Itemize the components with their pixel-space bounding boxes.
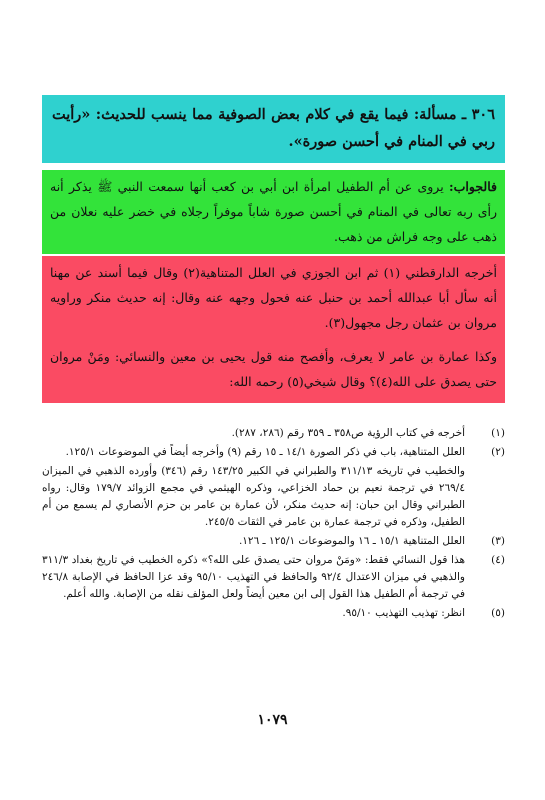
- footnote-text: أخرجه في كتاب الرؤية ص٣٥٨ ـ ٣٥٩ رقم (٢٨٦، ٢٨٧).: [231, 427, 465, 439]
- footnote-text: والخطيب في تاريخه ٣١١/١٣ والطبراني في الكبير ١٤٣/٢٥ رقم (٣٤٦) وأورده الذهبي في الميزان ٢٦٩/٤ في ترجمة نعيم بن حماد الخزاعي، وذكره الهيثمي في مجمع الزوائد ١٧٩/٧ وقال: رواه الطبراني وقال ابن حبان: إنه حديث منكر، لأن عمارة بن عامر بن حزم الأنصاري لم يسمع من أم الطفيل، وذكره في ترجمة عمارة بن عامر في الثقات ٢٤٥/٥.: [42, 465, 465, 528]
- question-block: [42, 95, 505, 163]
- footnote-text: العلل المتناهية ١٥/١ ـ ١٦ والموضوعات ١٢٥/١ ـ ١٢٦.: [238, 535, 465, 547]
- footnote-number: (٣): [491, 535, 505, 547]
- footnote-text: العلل المتناهية، باب في ذكر الصورة ١٤/١ ـ ١٥ رقم (٩) وأخرجه أيضاً في الموضوعات ١٢٥/١.: [65, 446, 465, 458]
- footnote-text: هذا قول النسائي فقط: «ومَنْ مروان حتى يصدق على الله؟» ذكره الخطيب في تاريخ بغداد ٣١١/٣ والذهبي في ميزان الاعتدال ٩٢/٤ والحافظ في التهذيب ٩٥/١٠ وقد عزا الحافظ في الإصابة ٢٤٦/٨ في ترجمة أم الطفيل هذا القول إلى ابن معين أيضاً ولعل المؤلف نقله من الإصابة. والله أعلم.: [42, 554, 465, 600]
- footnote: [42, 552, 505, 603]
- footnote-number: (٤): [491, 554, 505, 566]
- footnote: [42, 425, 505, 442]
- footnote: [42, 605, 505, 622]
- footnote: [42, 444, 505, 531]
- references-paragraph: أخرجه الدارقطني (١) ثم ابن الجوزي في العلل المتناهية(٢) وقال فيما أسند عن مهنا أنه سأل أبا عبدالله أحمد بن حنبل عنه فحول وجهه عنه وقال: إنه حديث منكر وراويه مروان بن عثمان رجل مجهول(٣).: [50, 265, 497, 330]
- footnote: [42, 533, 505, 550]
- answer-lead: فالجواب:: [449, 179, 497, 194]
- footnote-number: (٢): [491, 446, 505, 458]
- footnote-number: (٥): [491, 607, 505, 619]
- references-block: [42, 256, 505, 403]
- page-number: ١٠٧٩: [257, 712, 288, 728]
- references-paragraph: وكذا عمارة بن عامر لا يعرف، وأفصح منه قول يحيى بن معين والنسائي: ومَنْ مروان حتى يصدق على الله(٤)؟ وقال شيخي(٥) رحمه الله:: [50, 349, 497, 389]
- question-text: ٣٠٦ ـ مسألة: فيما يقع في كلام بعض الصوفية مما ينسب للحديث: «رأيت ربي في المنام في أحسن صورة».: [52, 106, 495, 150]
- answer-text: يروى عن أم الطفيل امرأة ابن أبي بن كعب أنها سمعت النبي ﷺ يذكر أنه رأى ربه تعالى في المنام في أحسن صورة شاباً موفراً رجلاه في خضر عليه نعلان من ذهب على وجه فراش من ذهب.: [50, 179, 497, 244]
- footnote-number: (١): [491, 427, 505, 439]
- footnote-text: انظر: تهذيب التهذيب ٩٥/١٠.: [342, 607, 465, 619]
- answer-block: [42, 170, 505, 254]
- footnotes: [42, 425, 505, 624]
